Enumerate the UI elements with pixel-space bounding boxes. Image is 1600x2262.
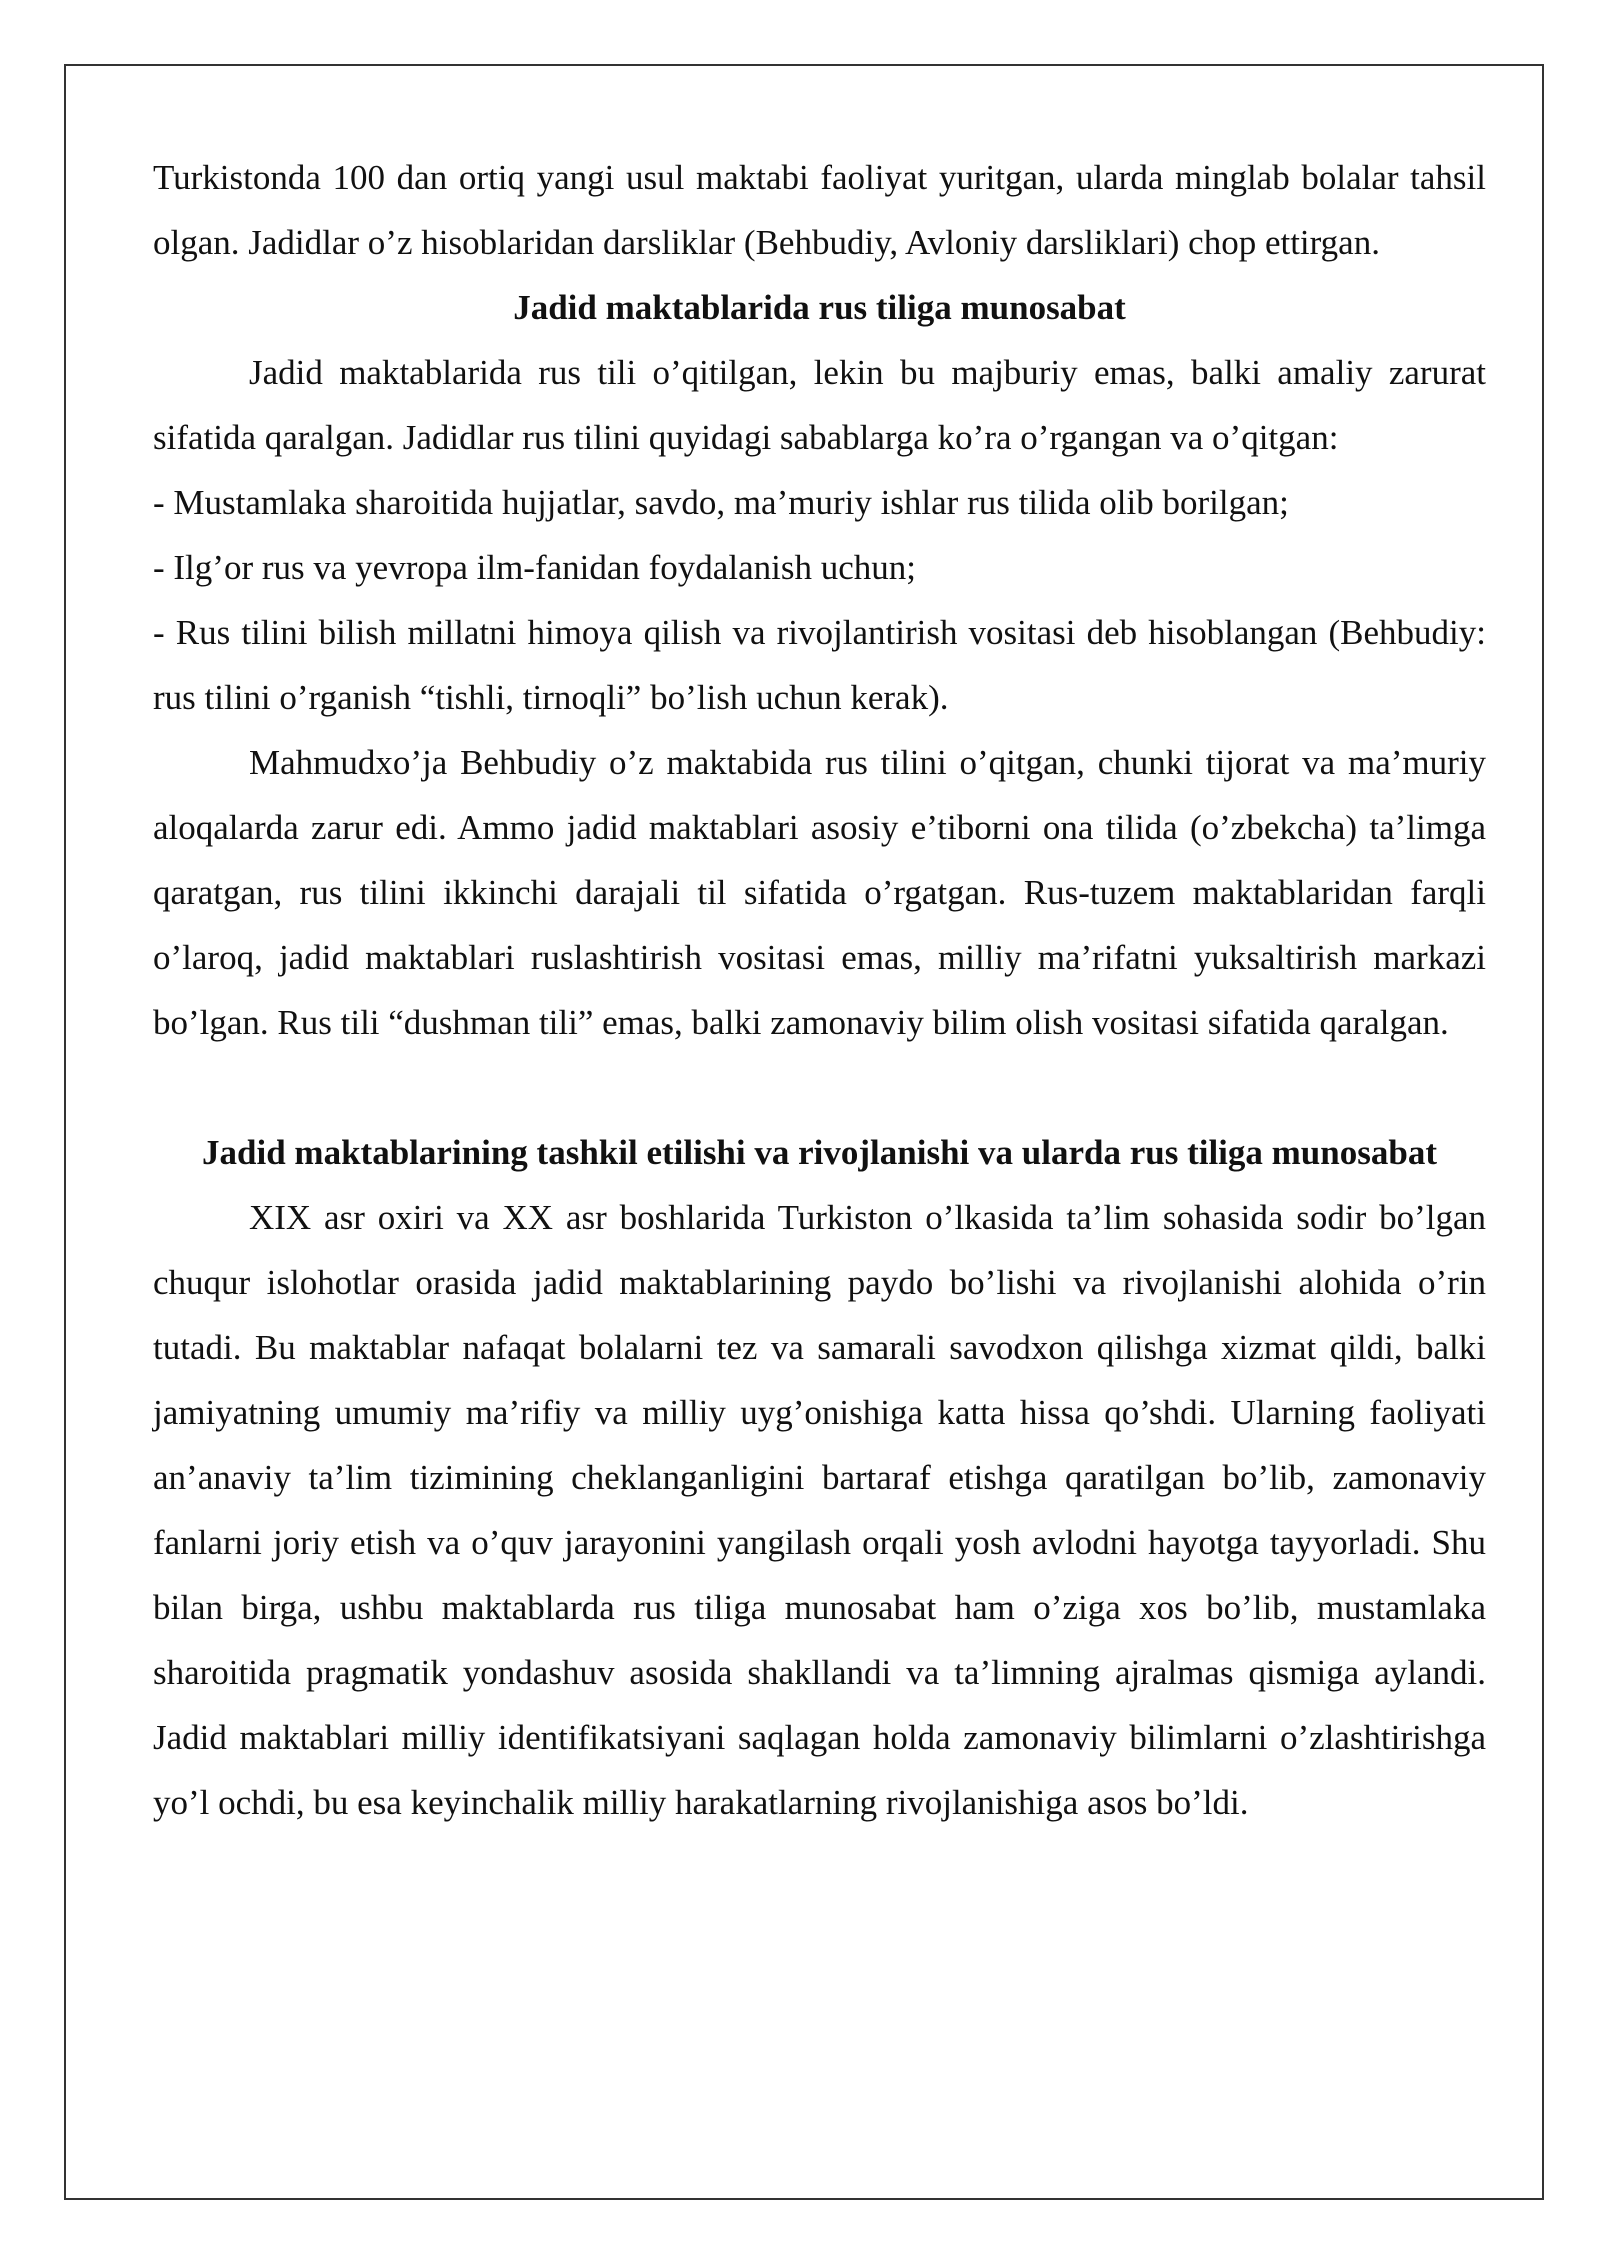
blank-line xyxy=(153,1055,1486,1120)
intro-paragraph: Turkistonda 100 dan ortiq yangi usul maktabi faoliyat yuritgan, ularda minglab bolalar tahsil olgan. Jadidlar o’z hisoblaridan darsliklar (Behbudiy, Avloniy darsliklari) chop ettirgan. xyxy=(153,158,1486,262)
section-heading-russian-language: Jadid maktablarida rus tiliga munosabat xyxy=(513,288,1126,327)
paragraph-organization: XIX asr oxiri va XX asr boshlarida Turkiston o’lkasida ta’lim sohasida sodir bo’lgan chuqur islohotlar orasida jadid maktablarining paydo bo’lishi va rivojlanishi alohida o’rin tutadi. Bu maktablar nafaqat bolalarni tez va samarali savodxon qilishga xizmat qildi, balki jamiyatning umumiy ma’rifiy va milliy uyg’onishiga katta hissa qo’shdi. Ularning faoliyati an’anaviy ta’lim tizimining cheklanganligini bartaraf etishga qaratilgan bo’lib, zamonaviy fanlarni joriy etish va o’quv jarayonini yangilash orqali yosh avlodni hayotga tayyorladi. Shu bilan birga, ushbu maktablarda rus tiliga munosabat ham o’ziga xos bo’lib, mustamlaka sharoitida pragmatik yondashuv asosida shakllandi va ta’limning ajralmas qismiga aylandi. Jadid maktablari milliy identifikatsiyani saqlagan holda zamonaviy bilimlarni o’zlashtirishga yo’l ochdi, bu esa keyinchalik milliy harakatlarning rivojlanishiga asos bo’ldi. xyxy=(153,1198,1486,1822)
document-body xyxy=(153,145,1486,1835)
list-item: - Ilg’or rus va yevropa ilm-fanidan foydalanish uchun; xyxy=(153,548,916,587)
list-item: - Rus tilini bilish millatni himoya qilish va rivojlantirish vositasi deb hisoblangan (Behbudiy: rus tilini o’rganish “tishli, tirnoqli” bo’lish uchun kerak). xyxy=(153,613,1486,717)
list-item: - Mustamlaka sharoitida hujjatlar, savdo, ma’muriy ishlar rus tilida olib borilgan; xyxy=(153,483,1289,522)
paragraph-russian-taught: Jadid maktablarida rus tili o’qitilgan, lekin bu majburiy emas, balki amaliy zarurat sifatida qaralgan. Jadidlar rus tilini quyidagi sabablarga ko’ra o’rgangan va o’qitgan: xyxy=(153,353,1486,457)
paragraph-behbudiy: Mahmudxo’ja Behbudiy o’z maktabida rus tilini o’qitgan, chunki tijorat va ma’muriy aloqalarda zarur edi. Ammo jadid maktablari asosiy e’tiborni ona tilida (o’zbekcha) ta’limga qaratgan, rus tilini ikkinchi darajali til sifatida o’rgatgan. Rus-tuzem maktablaridan farqli o’laroq, jadid maktablari ruslashtirish vositasi emas, milliy ma’rifatni yuksaltirish markazi bo’lgan. Rus tili “dushman tili” emas, balki zamonaviy bilim olish vositasi sifatida qaralgan. xyxy=(153,743,1486,1042)
section-heading-organization: Jadid maktablarining tashkil etilishi va rivojlanishi va ularda rus tiliga munosabat xyxy=(202,1133,1437,1172)
